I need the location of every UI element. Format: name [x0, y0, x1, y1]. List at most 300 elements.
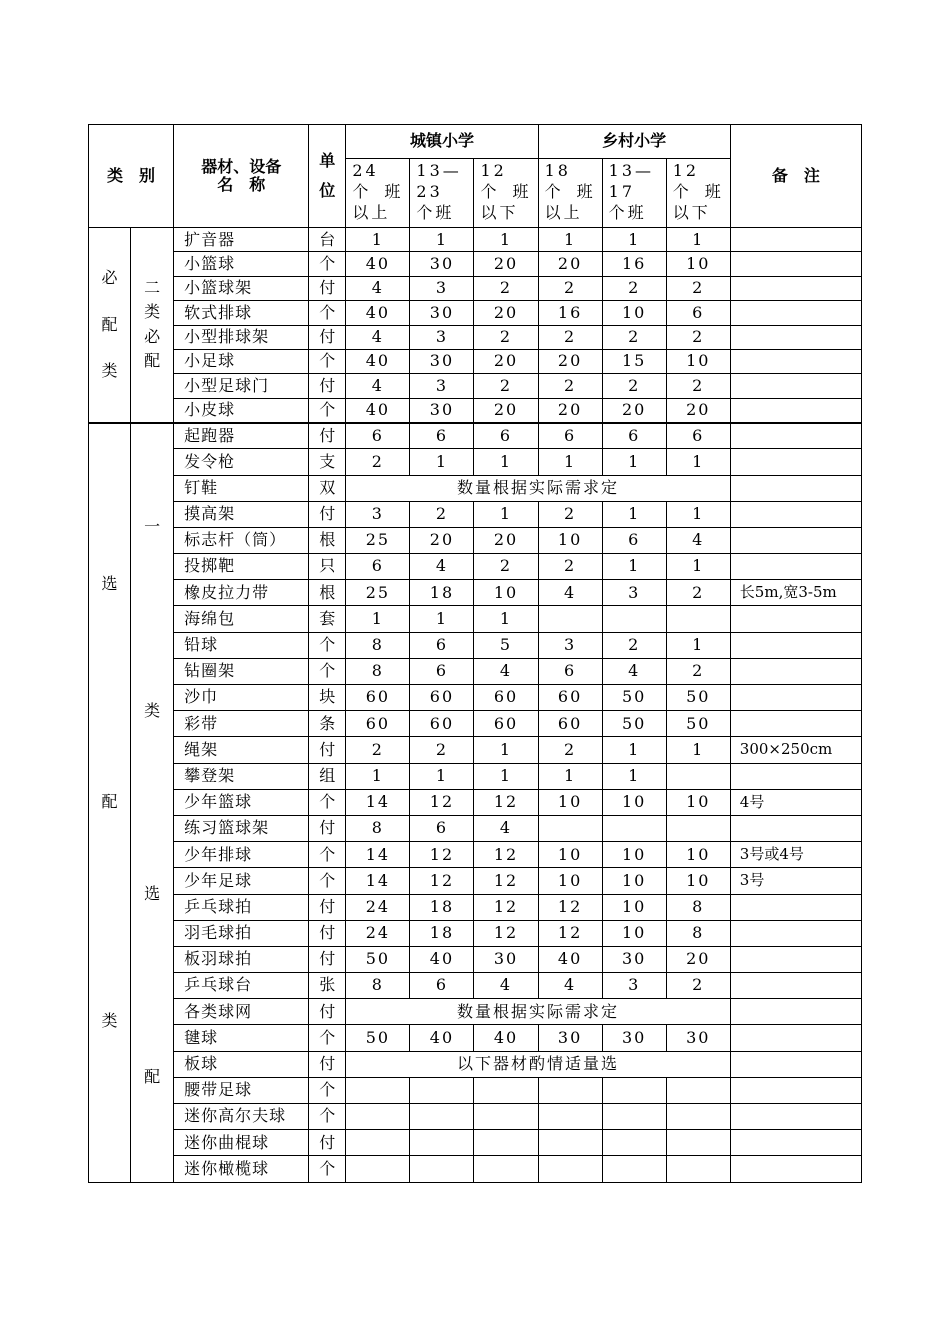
quantity-cell: 1 — [474, 763, 538, 789]
quantity-cell: 50 — [602, 711, 666, 737]
category-optional-char: 配 — [101, 792, 118, 812]
equipment-name: 小皮球 — [174, 398, 309, 422]
table-row — [89, 763, 862, 789]
quantity-cell — [474, 1104, 538, 1130]
quantity-cell: 2 — [666, 325, 730, 349]
remark-cell: 300×250cm — [730, 737, 861, 763]
quantity-cell: 50 — [666, 711, 730, 737]
quantity-cell: 6 — [666, 301, 730, 325]
table-row — [89, 946, 862, 972]
table-row — [89, 894, 862, 920]
unit-cell: 个 — [309, 252, 346, 276]
quantity-cell: 4 — [538, 580, 602, 606]
quantity-cell: 18 — [410, 580, 474, 606]
unit-cell: 付 — [309, 276, 346, 300]
quantity-cell: 4 — [474, 815, 538, 841]
quantity-cell: 1 — [666, 737, 730, 763]
quantity-cell: 4 — [474, 658, 538, 684]
quantity-cell: 2 — [538, 554, 602, 580]
quantity-cell: 40 — [410, 1025, 474, 1051]
unit-cell: 组 — [309, 763, 346, 789]
quantity-cell: 40 — [346, 398, 410, 422]
equipment-name: 练习篮球架 — [174, 815, 309, 841]
quantity-cell — [538, 815, 602, 841]
quantity-cell: 10 — [474, 580, 538, 606]
quantity-cell: 2 — [410, 501, 474, 527]
table-row — [89, 527, 862, 553]
unit-cell: 付 — [309, 999, 346, 1025]
quantity-cell: 2 — [666, 580, 730, 606]
quantity-cell: 12 — [474, 789, 538, 815]
quantity-cell: 3 — [410, 325, 474, 349]
quantity-cell — [538, 1130, 602, 1156]
unit-cell: 支 — [309, 449, 346, 475]
category-optional-char: 类 — [101, 1010, 118, 1030]
unit-cell: 个 — [309, 789, 346, 815]
quantity-cell: 4 — [410, 554, 474, 580]
remark-cell — [730, 325, 861, 349]
remark-cell — [730, 475, 861, 501]
equipment-name: 起跑器 — [174, 423, 309, 449]
quantity-cell: 8 — [346, 632, 410, 658]
quantity-cell: 1 — [346, 763, 410, 789]
table-row — [89, 842, 862, 868]
table-row — [89, 423, 862, 449]
quantity-cell: 30 — [474, 946, 538, 972]
equipment-name: 乒乓球拍 — [174, 894, 309, 920]
unit-cell: 付 — [309, 423, 346, 449]
quantity-cell: 1 — [474, 228, 538, 252]
quantity-cell: 1 — [666, 228, 730, 252]
quantity-cell: 15 — [602, 349, 666, 373]
quantity-cell: 12 — [538, 894, 602, 920]
unit-cell: 个 — [309, 301, 346, 325]
unit-cell: 个 — [309, 1104, 346, 1130]
subcategory-must-2-char: 配 — [144, 351, 161, 371]
quantity-cell: 30 — [410, 252, 474, 276]
equipment-name: 钉鞋 — [174, 475, 309, 501]
quantity-cell: 1 — [538, 763, 602, 789]
header-unit: 单 位 — [309, 125, 346, 228]
table-row — [89, 325, 862, 349]
header-rural-school: 乡村小学 — [538, 125, 730, 159]
quantity-cell: 40 — [346, 349, 410, 373]
merged-note-cell: 以下器材酌情适量选 — [346, 1051, 730, 1077]
quantity-cell: 8 — [346, 815, 410, 841]
quantity-cell: 2 — [602, 325, 666, 349]
quantity-cell: 2 — [474, 374, 538, 398]
quantity-cell: 18 — [410, 894, 474, 920]
table-row — [89, 632, 862, 658]
quantity-cell — [346, 1130, 410, 1156]
table-row — [89, 276, 862, 300]
quantity-cell — [538, 1104, 602, 1130]
unit-cell: 付 — [309, 946, 346, 972]
quantity-cell: 6 — [602, 423, 666, 449]
equipment-name: 小篮球 — [174, 252, 309, 276]
category-optional-char: 选 — [101, 574, 118, 593]
quantity-cell: 4 — [346, 325, 410, 349]
quantity-cell: 14 — [346, 868, 410, 894]
quantity-cell: 25 — [346, 580, 410, 606]
unit-cell: 付 — [309, 1130, 346, 1156]
quantity-cell: 2 — [602, 276, 666, 300]
table-row — [89, 1130, 862, 1156]
quantity-cell: 60 — [474, 685, 538, 711]
quantity-cell — [602, 606, 666, 632]
quantity-cell — [666, 606, 730, 632]
quantity-cell: 1 — [602, 737, 666, 763]
quantity-cell: 3 — [410, 276, 474, 300]
quantity-cell: 6 — [538, 423, 602, 449]
quantity-cell: 2 — [346, 737, 410, 763]
subcategory-must-2-char: 必 — [144, 326, 161, 346]
quantity-cell: 1 — [602, 449, 666, 475]
table-row — [89, 252, 862, 276]
quantity-cell: 1 — [474, 501, 538, 527]
equipment-name: 少年排球 — [174, 842, 309, 868]
unit-cell: 付 — [309, 737, 346, 763]
unit-cell: 付 — [309, 920, 346, 946]
quantity-cell — [602, 1130, 666, 1156]
remark-cell — [730, 973, 861, 999]
table-row — [89, 554, 862, 580]
quantity-cell: 2 — [538, 374, 602, 398]
quantity-cell: 6 — [410, 815, 474, 841]
quantity-cell — [410, 1077, 474, 1103]
subcategory-must-2-char: 二 — [144, 278, 161, 298]
quantity-cell: 1 — [410, 228, 474, 252]
table-row — [89, 815, 862, 841]
remark-cell — [730, 946, 861, 972]
remark-cell — [730, 763, 861, 789]
quantity-cell: 10 — [666, 789, 730, 815]
quantity-cell: 20 — [538, 252, 602, 276]
quantity-cell: 30 — [666, 1025, 730, 1051]
equipment-name: 少年篮球 — [174, 789, 309, 815]
unit-cell: 个 — [309, 632, 346, 658]
unit-cell: 条 — [309, 711, 346, 737]
quantity-cell: 2 — [474, 554, 538, 580]
equipment-table — [88, 124, 862, 1183]
header-town-school: 城镇小学 — [346, 125, 538, 159]
quantity-cell: 10 — [602, 920, 666, 946]
subcategory-optional-1 — [131, 423, 174, 1182]
table-row — [89, 711, 862, 737]
quantity-cell: 30 — [410, 301, 474, 325]
unit-cell: 个 — [309, 398, 346, 422]
remark-cell — [730, 1025, 861, 1051]
remark-cell — [730, 301, 861, 325]
quantity-cell — [538, 606, 602, 632]
quantity-cell: 40 — [538, 946, 602, 972]
quantity-cell: 10 — [538, 842, 602, 868]
equipment-name: 毽球 — [174, 1025, 309, 1051]
remark-cell — [730, 658, 861, 684]
quantity-cell: 1 — [474, 737, 538, 763]
header-equipment: 器材、设备 名 称 — [174, 125, 309, 228]
quantity-cell: 1 — [666, 501, 730, 527]
quantity-cell: 14 — [346, 842, 410, 868]
quantity-cell: 10 — [666, 842, 730, 868]
quantity-cell: 2 — [538, 276, 602, 300]
remark-cell: 3号 — [730, 868, 861, 894]
table-row — [89, 1025, 862, 1051]
subcategory-optional-1-char: 一 — [144, 517, 161, 537]
remark-cell — [730, 349, 861, 373]
subcategory-must-2 — [131, 228, 174, 423]
quantity-cell: 2 — [602, 632, 666, 658]
quantity-cell: 50 — [602, 685, 666, 711]
remark-cell — [730, 527, 861, 553]
remark-cell — [730, 449, 861, 475]
quantity-cell: 10 — [666, 252, 730, 276]
quantity-cell — [666, 815, 730, 841]
equipment-name: 橡皮拉力带 — [174, 580, 309, 606]
quantity-cell: 1 — [666, 632, 730, 658]
quantity-cell: 40 — [474, 1025, 538, 1051]
equipment-name: 小型足球门 — [174, 374, 309, 398]
quantity-cell — [666, 1077, 730, 1103]
equipment-name: 迷你曲棍球 — [174, 1130, 309, 1156]
quantity-cell: 50 — [346, 946, 410, 972]
quantity-cell: 6 — [410, 632, 474, 658]
remark-cell — [730, 894, 861, 920]
quantity-cell: 2 — [666, 973, 730, 999]
quantity-cell: 5 — [474, 632, 538, 658]
quantity-cell: 6 — [410, 423, 474, 449]
category-must-char: 配 — [101, 314, 118, 334]
header-rural-col-3: 12 个班 以下 — [666, 159, 730, 228]
remark-cell — [730, 920, 861, 946]
header-town-col-3: 12 个班 以下 — [474, 159, 538, 228]
quantity-cell: 1 — [666, 554, 730, 580]
remark-cell — [730, 423, 861, 449]
remark-cell — [730, 398, 861, 422]
quantity-cell: 8 — [666, 894, 730, 920]
equipment-name: 标志杆（筒） — [174, 527, 309, 553]
quantity-cell: 10 — [538, 789, 602, 815]
quantity-cell: 10 — [538, 527, 602, 553]
remark-cell — [730, 815, 861, 841]
quantity-cell: 6 — [410, 973, 474, 999]
quantity-cell: 10 — [602, 789, 666, 815]
equipment-name: 软式排球 — [174, 301, 309, 325]
quantity-cell: 1 — [346, 228, 410, 252]
quantity-cell: 6 — [538, 658, 602, 684]
table-row — [89, 475, 862, 501]
table-row — [89, 868, 862, 894]
quantity-cell: 3 — [410, 374, 474, 398]
quantity-cell: 30 — [602, 946, 666, 972]
quantity-cell: 1 — [346, 606, 410, 632]
quantity-cell: 12 — [410, 842, 474, 868]
unit-cell: 付 — [309, 815, 346, 841]
quantity-cell — [346, 1156, 410, 1182]
remark-cell — [730, 228, 861, 252]
quantity-cell: 20 — [474, 252, 538, 276]
header-remark: 备 注 — [730, 125, 861, 228]
quantity-cell: 20 — [474, 398, 538, 422]
quantity-cell: 60 — [474, 711, 538, 737]
quantity-cell: 8 — [346, 658, 410, 684]
quantity-cell: 60 — [346, 711, 410, 737]
quantity-cell: 2 — [474, 325, 538, 349]
quantity-cell: 50 — [346, 1025, 410, 1051]
header-category: 类 别 — [89, 125, 174, 228]
quantity-cell: 30 — [602, 1025, 666, 1051]
quantity-cell — [410, 1130, 474, 1156]
quantity-cell: 14 — [346, 789, 410, 815]
table-row — [89, 1051, 862, 1077]
quantity-cell — [602, 1104, 666, 1130]
remark-cell — [730, 1104, 861, 1130]
quantity-cell: 10 — [602, 301, 666, 325]
quantity-cell: 6 — [410, 658, 474, 684]
quantity-cell: 1 — [474, 449, 538, 475]
equipment-name: 扩音器 — [174, 228, 309, 252]
quantity-cell: 1 — [410, 449, 474, 475]
quantity-cell — [410, 1156, 474, 1182]
quantity-cell: 10 — [538, 868, 602, 894]
quantity-cell: 20 — [538, 398, 602, 422]
quantity-cell: 6 — [474, 423, 538, 449]
quantity-cell — [538, 1156, 602, 1182]
quantity-cell: 6 — [666, 423, 730, 449]
quantity-cell: 20 — [474, 527, 538, 553]
remark-cell — [730, 554, 861, 580]
table-row — [89, 920, 862, 946]
equipment-name: 海绵包 — [174, 606, 309, 632]
quantity-cell: 40 — [346, 301, 410, 325]
unit-cell: 付 — [309, 1051, 346, 1077]
equipment-name: 发令枪 — [174, 449, 309, 475]
quantity-cell: 1 — [474, 606, 538, 632]
quantity-cell: 10 — [602, 842, 666, 868]
table-row — [89, 228, 862, 252]
table-row — [89, 737, 862, 763]
quantity-cell — [410, 1104, 474, 1130]
quantity-cell: 20 — [410, 527, 474, 553]
equipment-name: 铅球 — [174, 632, 309, 658]
table-row — [89, 449, 862, 475]
header-rural-col-1: 18 个班 以上 — [538, 159, 602, 228]
quantity-cell: 40 — [346, 252, 410, 276]
unit-cell: 根 — [309, 580, 346, 606]
subcategory-must-2-char: 类 — [144, 302, 161, 322]
table-row — [89, 580, 862, 606]
equipment-name: 彩带 — [174, 711, 309, 737]
equipment-name: 小篮球架 — [174, 276, 309, 300]
quantity-cell: 1 — [602, 554, 666, 580]
quantity-cell: 1 — [410, 606, 474, 632]
quantity-cell: 1 — [602, 228, 666, 252]
subcategory-optional-1-char: 类 — [144, 700, 161, 720]
remark-cell — [730, 685, 861, 711]
quantity-cell: 3 — [346, 501, 410, 527]
quantity-cell: 4 — [346, 276, 410, 300]
quantity-cell: 12 — [474, 894, 538, 920]
quantity-cell: 60 — [346, 685, 410, 711]
table-row — [89, 658, 862, 684]
remark-cell — [730, 711, 861, 737]
remark-cell — [730, 1156, 861, 1182]
unit-cell: 付 — [309, 894, 346, 920]
quantity-cell: 1 — [410, 763, 474, 789]
quantity-cell: 20 — [666, 946, 730, 972]
quantity-cell: 2 — [538, 737, 602, 763]
subcategory-optional-1-char: 配 — [144, 1067, 161, 1087]
unit-cell: 个 — [309, 349, 346, 373]
table-row — [89, 398, 862, 422]
table-row — [89, 1104, 862, 1130]
quantity-cell: 2 — [346, 449, 410, 475]
quantity-cell: 4 — [346, 374, 410, 398]
category-must-char: 类 — [101, 361, 118, 380]
quantity-cell: 24 — [346, 920, 410, 946]
quantity-cell: 12 — [410, 789, 474, 815]
equipment-name: 羽毛球拍 — [174, 920, 309, 946]
unit-cell: 套 — [309, 606, 346, 632]
subcategory-optional-1-char: 选 — [144, 884, 161, 904]
table-row — [89, 1156, 862, 1182]
remark-cell — [730, 374, 861, 398]
quantity-cell: 60 — [410, 711, 474, 737]
quantity-cell: 1 — [666, 449, 730, 475]
quantity-cell: 60 — [410, 685, 474, 711]
quantity-cell: 24 — [346, 894, 410, 920]
quantity-cell: 10 — [602, 894, 666, 920]
quantity-cell: 2 — [666, 374, 730, 398]
table-row — [89, 685, 862, 711]
equipment-name: 少年足球 — [174, 868, 309, 894]
quantity-cell: 8 — [666, 920, 730, 946]
quantity-cell — [474, 1077, 538, 1103]
quantity-cell: 4 — [602, 658, 666, 684]
quantity-cell — [346, 1104, 410, 1130]
quantity-cell: 3 — [602, 973, 666, 999]
quantity-cell: 16 — [602, 252, 666, 276]
quantity-cell: 12 — [410, 868, 474, 894]
table-row — [89, 501, 862, 527]
unit-cell: 双 — [309, 475, 346, 501]
remark-cell — [730, 999, 861, 1025]
quantity-cell: 2 — [410, 737, 474, 763]
quantity-cell: 3 — [602, 580, 666, 606]
remark-cell — [730, 1130, 861, 1156]
header-town-col-2: 13—23 个班 — [410, 159, 474, 228]
quantity-cell: 4 — [538, 973, 602, 999]
table-row — [89, 1077, 862, 1103]
quantity-cell: 2 — [538, 501, 602, 527]
quantity-cell: 6 — [346, 554, 410, 580]
quantity-cell: 20 — [538, 349, 602, 373]
quantity-cell: 30 — [410, 349, 474, 373]
quantity-cell: 50 — [666, 685, 730, 711]
quantity-cell — [666, 1156, 730, 1182]
table-row — [89, 301, 862, 325]
quantity-cell: 4 — [474, 973, 538, 999]
quantity-cell: 12 — [474, 868, 538, 894]
remark-cell: 3号或4号 — [730, 842, 861, 868]
table-row — [89, 374, 862, 398]
equipment-name: 沙巾 — [174, 685, 309, 711]
header-rural-col-2: 13—17 个班 — [602, 159, 666, 228]
category-must-char: 必 — [101, 268, 118, 288]
unit-cell: 台 — [309, 228, 346, 252]
equipment-name: 小型排球架 — [174, 325, 309, 349]
quantity-cell — [666, 1130, 730, 1156]
